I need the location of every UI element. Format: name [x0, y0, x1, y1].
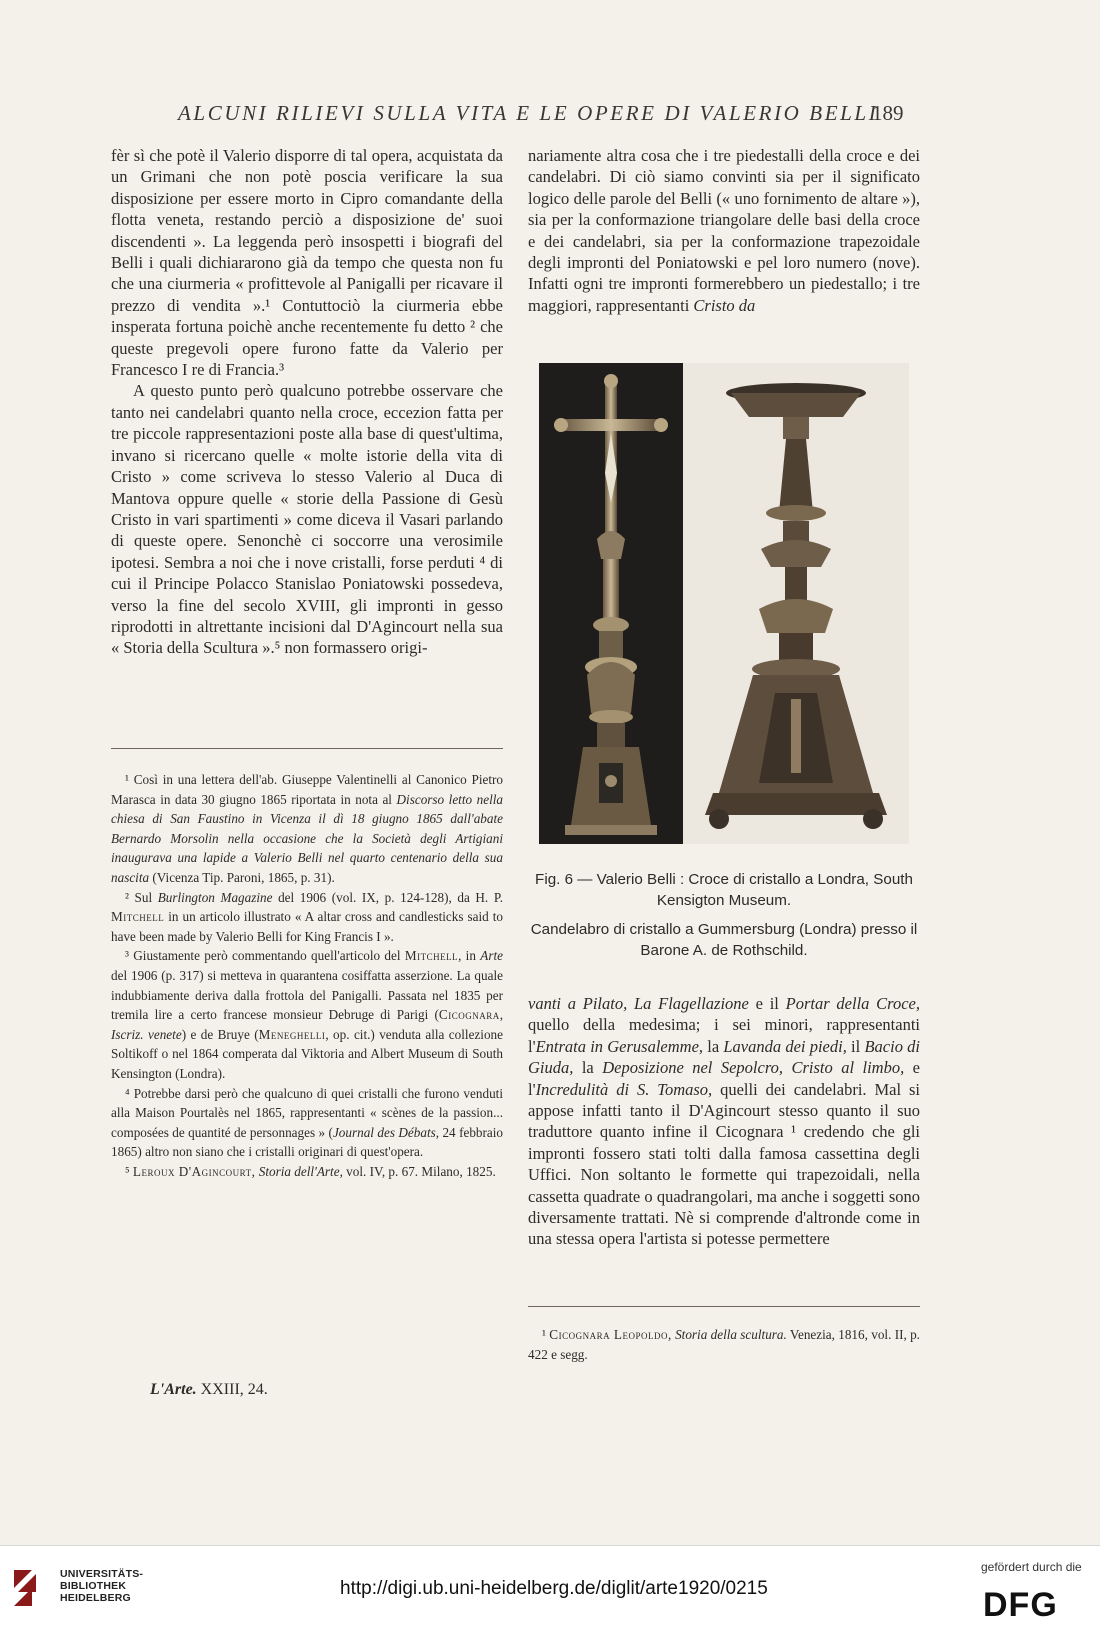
- figure-caption-cross: Fig. 6 — Valerio Belli : Croce di cristallo a Londra, South Kensigton Museum.: [535, 871, 913, 909]
- footnote-divider: [528, 1306, 920, 1307]
- right-column-top-text: [528, 145, 920, 316]
- figure-caption-candelabrum: Candelabro di cristallo a Gummersburg (Londra) presso il Barone A. de Rothschild.: [530, 921, 918, 959]
- university-library-logo-icon: [12, 1568, 52, 1608]
- footnote-1: ¹ Cicognara Leopoldo, Storia della scultura. Venezia, 1816, vol. II, p. 422 e segg.: [528, 1327, 920, 1362]
- right-column-bottom-text: [528, 993, 920, 1250]
- crystal-candelabrum-illustration: [683, 363, 909, 844]
- funding-label: gefördert durch die: [981, 1560, 1082, 1574]
- left-column-text: [111, 145, 503, 659]
- cross-photograph: [539, 363, 683, 844]
- paragraph: vanti a Pilato, La Flagellazione e il Portar della Croce, quello della medesima; i sei minori, rappresentanti l'Entrata in Gerusalemme, la Lavanda dei piedi, il Bacio di Giuda, la Deposizione nel Sepolcro, Cristo al limbo, e l'Incredulità di S. Tomaso, quelli dei candelabri. Mal si appose infatti tanto il D'Agincourt stesso quanto il suo traduttore quanto infine il Cicognara ¹ credendo che gli impronti fossero stati tolti dalla famosa cassettina degli Uffici. Non soltanto le formette qui trapezoidali, nella cassetta quadrate o quadrangolari, ma anche i soggetti sono diversamente trattati. Nè si comprende d'altronde come in una stessa opera l'artista si potesse permettere: [528, 994, 921, 1249]
- footnote-4: ⁴ Potrebbe darsi però che qualcuno di quei cristalli che furono venduti alla Maison Pourtalès nel 1865, rappresentanti « scènes de la passion... composées de quantité de personnages » (Journal des Débats, 24 febbraio 1865) altro non siano che i cristalli originari di quest'opera.: [111, 1085, 504, 1160]
- running-header: [0, 101, 1100, 131]
- paragraph: A questo punto però qualcuno potrebbe osservare che tanto nei candelabri quanto nella croce, eccezion fatta per tre piccole rappresentazioni poste alla base di quest'ultima, invano si ricercano quelle « molte istorie della vita di Cristo » come scriveva lo stesso Valerio al Duca di Mantova oppure quelle « storie della Passione di Gesù Cristo in vari spartimenti » come diceva il Vasari parlando di queste opere. Senonchè ci soccorre una verosimile ipotesi. Sembra a noi che i nove cristalli, forse perduti ⁴ di cui il Principe Polacco Stanislao Poniatowski possedeva, verso la fine del secolo XVIII, gli impronti in gesso riprodotti in altrettante incisioni dal D'Agincourt nella sua « Storia della Scultura ».⁵ non formassero origi-: [111, 381, 503, 658]
- footnote-2: ² Sul Burlington Magazine del 1906 (vol. IX, p. 124-128), da H. P. Mitchell in un articolo illustrato « A altar cross and candlesticks said to have been made by Valerio Belli for King Francis I ».: [111, 889, 503, 944]
- paragraph: fèr sì che potè il Valerio disporre di tal opera, acquistata da un Grimani che non potè poscia verificare la sua disposizione per essere morto in Cipro comandante della flotta veneta, restando perciò a disposizione de' suoi discendenti ». La leggenda però insospetti i biografi del Belli i quali dichiararono già da tempo che questa non fu che una ciurmeria « profittevole al Panigalli per ricavare il prezzo di vendita ».¹ Contuttociò la ciurmeria ebbe insperata fortuna poichè anche recentemente fu detto ² che queste pregevoli opere furono fatte da Valerio per Francesco I re di Francia.³: [111, 146, 503, 380]
- footnotes-left: [111, 770, 503, 1181]
- footnote-1: ¹ Così in una lettera dell'ab. Giuseppe Valentinelli al Canonico Pietro Marasca in data 30 giugno 1865 riportata in nota al Discorso letto nella chiesa di San Faustino in Vicenza il dì 18 giugno 1865 dall'abate Bernardo Morsolin nella occasione che la Società degli Artigiani inaugurava una lapide a Valerio Belli nel quarto centenario della sua nascita (Vicenza Tip. Paroni, 1865, p. 31).: [111, 772, 504, 885]
- dfg-logo: DFG: [983, 1586, 1058, 1624]
- candelabrum-photograph: [683, 363, 909, 844]
- footnote-5: ⁵ Leroux D'Agincourt, Storia dell'Arte, vol. IV, p. 67. Milano, 1825.: [125, 1163, 496, 1179]
- footnote-3: ³ Giustamente però commentando quell'articolo del Mitchell, in Arte del 1906 (p. 317) si metteva in quarantena cosiffatta asserzione. La quale indubbiamente deriva dalla frottola del Panigalli. Passata nel 1835 per tremila lire a certo francese monsieur Debruge di Parigi (Cicognara, Iscriz. venete) e de Bruye (Meneghelli, op. cit.) venduta alla collezione Soltikoff o nel 1864 comperata dal Viktoria and Albert Museum di South Kensington (Londra).: [111, 948, 503, 1081]
- footnotes-right: [528, 1325, 920, 1364]
- university-library-name: UNIVERSITÄTS- BIBLIOTHEK HEIDELBERG: [60, 1568, 144, 1604]
- footnote-divider: [111, 748, 503, 749]
- viewer-footer: [0, 1545, 1100, 1629]
- page-number: 189: [872, 101, 904, 125]
- running-header-title: ALCUNI RILIEVI SULLA VITA E LE OPERE DI VALERIO BELLI: [178, 101, 879, 125]
- permalink-url[interactable]: http://digi.ub.uni-heidelberg.de/diglit/arte1920/0215: [340, 1578, 768, 1599]
- paragraph: nariamente altra cosa che i tre piedestalli della croce e dei candelabri. Di ciò siamo convinti sia per il significato logico delle parole del Belli (« uno fornimento de altare »), sia per la conformazione triangolare delle basi della croce e dei candelabri, sia per la conformazione trapezoidale degli impronti del Poniatowski e pel loro numero (nove). Infatti ogni tre impronti formerebbero un piedestallo; i tre maggiori, rappresentanti Cristo da: [528, 146, 920, 315]
- figure-6: [539, 363, 909, 844]
- signature-mark: L'Arte. XXIII, 24.: [150, 1381, 268, 1398]
- crystal-cross-illustration: [539, 363, 683, 844]
